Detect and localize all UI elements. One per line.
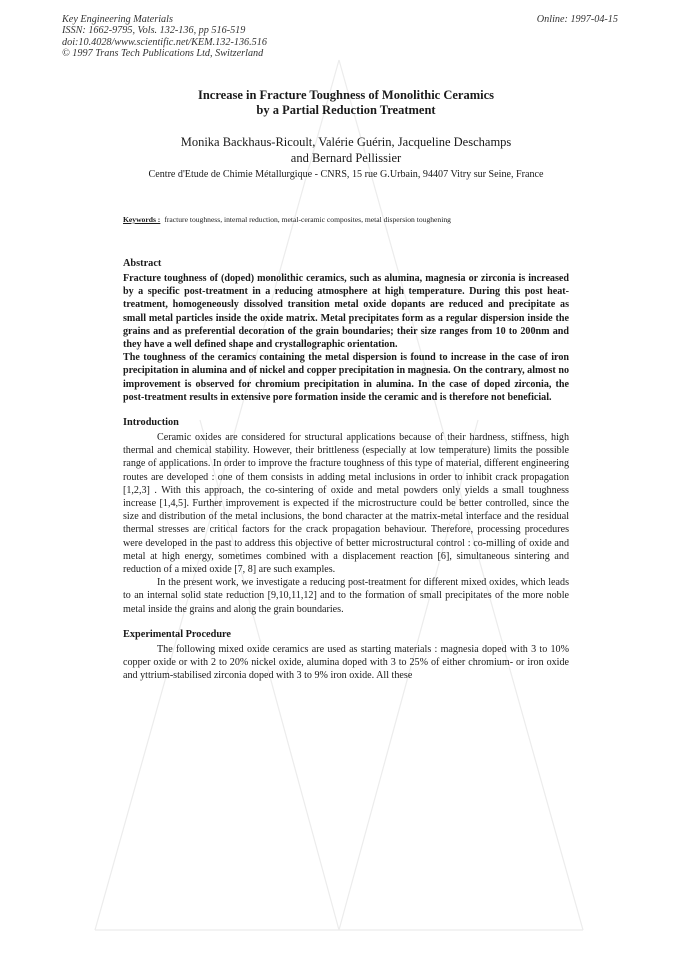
keywords-label: Keywords : xyxy=(123,215,161,224)
paper-content xyxy=(123,88,569,682)
experimental-heading: Experimental Procedure xyxy=(123,628,232,640)
title-line-2: by a Partial Reduction Treatment xyxy=(256,103,436,117)
abstract-paragraph-2: The toughness of the ceramics containing the metal dispersion is found to increase in the case of iron precipitation in alumina and of nickel and copper precipitation in magnesia. On the contrary, almost no improvement is observed for chromium precipitation in alumina. In the case of doped zirconia, the post-treatment results in extensive pore formation inside the ceramic and is therefore not beneficial. xyxy=(123,352,569,403)
introduction-paragraph-1: Ceramic oxides are considered for structural applications because of their hardness, stiffness, high thermal and chemical stability. However, their brittleness (especially at low temperature) limits the possible range of applications. In order to improve the fracture toughness of this type of material, different engineering routes are developed : one of them consists in adding metal inclusions in order to inhibit crack propagation [1,2,3] . With this approach, the co-sintering of oxide and metal powders only yields a small toughness increase [1,4,5]. Further improvement is expected if the microstructure could be better controlled, since the size and distribution of the metal inclusions, the bond character at the matrix-metal interface and the residual thermal stresses are critical factors for the crack propagation behaviour. Therefore, processing procedures were developed in the past to address this objective of better microstructural control : co-milling of oxide and metal at high energy, sometimes combined with a displacement reaction [6], simultaneous sintering and reduction of a mixed oxide [7, 8] are such examples. xyxy=(123,432,569,576)
abstract-paragraph-1: Fracture toughness of (doped) monolithic ceramics, such as alumina, magnesia or zirconia is increased by a specific post-treatment in a reducing atmosphere at high temperature. During this post heat-treatment, homogeneously dissolved transition metal oxide dopants are reduced and precipitate as small metal particles inside the oxide matrix. Metal precipitates form as a regular dispersion inside the grains and as preferential decoration of the grain boundaries; their size ranges from 10 to 200nm and they have a well defined shape and crystallographic orientation. xyxy=(123,273,569,351)
title-line-1: Increase in Fracture Toughness of Monolithic Ceramics xyxy=(197,88,495,102)
keywords-text: fracture toughness, internal reduction, metal-ceramic composites, metal dispersion toughening xyxy=(164,215,451,224)
abstract-body xyxy=(123,272,569,404)
abstract-heading: Abstract xyxy=(123,258,162,269)
introduction-paragraph-2: In the present work, we investigate a reducing post-treatment for different mixed oxides, which leads to an internal solid state reduction [9,10,11,12] and to the formation of small precipitates of the more noble metal inside the grains and along the grain boundaries. xyxy=(123,577,569,615)
affiliation: Centre d'Etude de Chimie Métallurgique - CNRS, 15 rue G.Urbain, 94407 Vitry sur Seine, France xyxy=(148,169,544,180)
journal-header xyxy=(62,14,618,60)
paper-title xyxy=(123,88,569,118)
experimental-paragraph-1: The following mixed oxide ceramics are used as starting materials : magnesia doped with 3 to 10% copper oxide or with 2 to 20% nickel oxide, alumina doped with 3 to 25% of either chromium- or iron oxide and yttrium-stabilised zirconia doped with 3 to 9% iron oxide. All these xyxy=(123,643,569,682)
issn-line: ISSN: 1662-9795, Vols. 132-136, pp 516-519 xyxy=(62,25,246,37)
experimental-body xyxy=(123,643,569,683)
introduction-heading: Introduction xyxy=(123,417,179,429)
keywords-line xyxy=(123,215,569,225)
doi-line: doi:10.4028/www.scientific.net/KEM.132-136.516 xyxy=(62,36,267,48)
authors-line-1: Monika Backhaus-Ricoult, Valérie Guérin, Jacqueline Deschamps xyxy=(180,135,512,149)
journal-name: Key Engineering Materials xyxy=(62,14,173,25)
authors-line-2: and Bernard Pellissier xyxy=(290,151,402,165)
online-date: Online: 1997-04-15 xyxy=(536,14,618,25)
copyright-line: © 1997 Trans Tech Publications Ltd, Switzerland xyxy=(62,48,264,60)
author-list xyxy=(123,134,569,166)
introduction-body xyxy=(123,431,569,616)
